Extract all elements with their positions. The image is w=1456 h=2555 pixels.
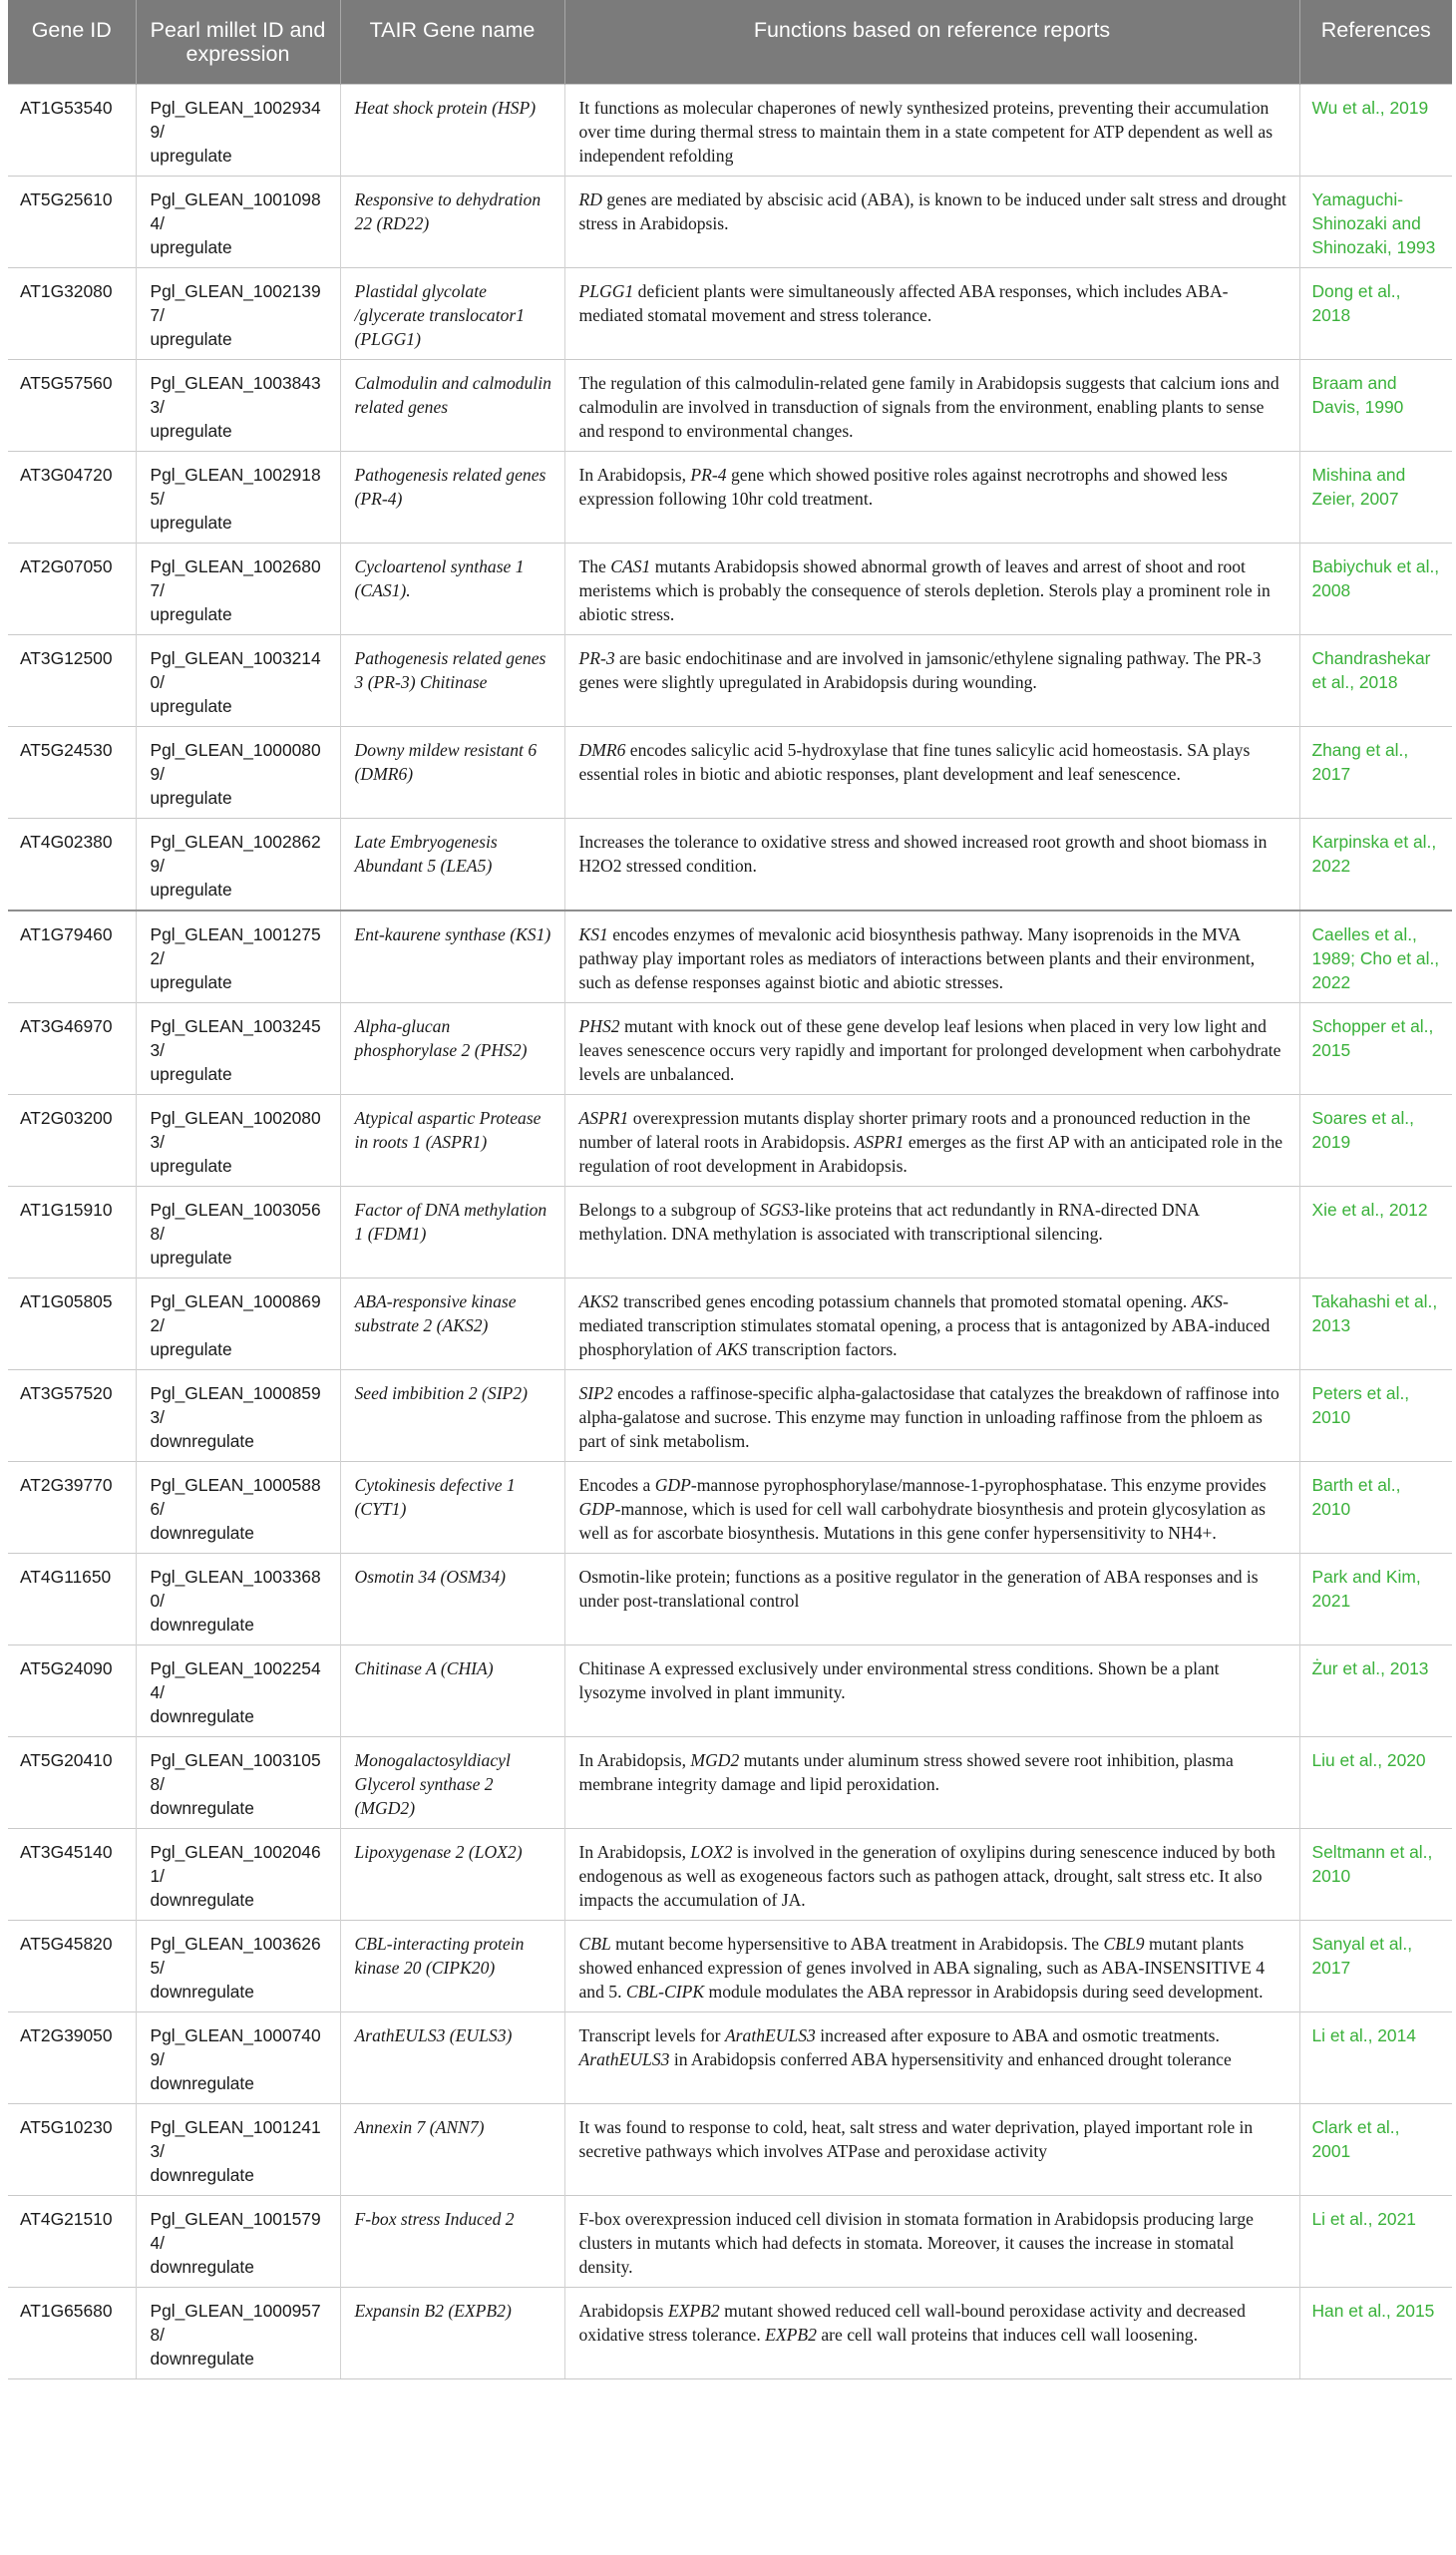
pearl-millet-cell [136,1187,340,1278]
expression-status: downregulate [150,2073,254,2093]
function-description-cell [564,1554,1299,1645]
function-text: genes are mediated by abscisic acid (ABA), is known to be induced under salt stress and drought stress in Arabidopsis. [578,189,1286,233]
table-row [8,2012,1452,2104]
expression-status: downregulate [150,2257,254,2277]
tair-gene-name-cell: Ent-kaurene synthase (KS1) [340,911,564,1003]
pearl-millet-cell [136,911,340,1003]
function-description-cell [564,1462,1299,1554]
gene-symbol-italic: SIP2 [578,1383,613,1403]
expression-status: upregulate [150,1339,232,1359]
gene-id-cell: AT2G07050 [8,544,136,635]
reference-link[interactable]: Takahashi et al., 2013 [1299,1278,1452,1370]
pearl-millet-id: Pgl_GLEAN_10021397/ [150,281,321,325]
function-text: mutant become hypersensitive to ABA treatment in Arabidopsis. The [610,1934,1104,1954]
reference-link[interactable]: Caelles et al., 1989; Cho et al., 2022 [1299,911,1452,1003]
expression-status: upregulate [150,421,232,441]
expression-status: upregulate [150,788,232,808]
tair-gene-name-cell: Factor of DNA methylation 1 (FDM1) [340,1187,564,1278]
function-text: mutant showed reduced cell wall-bound peroxidase activity and decreased oxidative stress tolerance. [578,2301,1246,2345]
pearl-millet-id: Pgl_GLEAN_10026807/ [150,556,321,600]
pearl-millet-id: Pgl_GLEAN_10012413/ [150,2117,321,2161]
reference-link[interactable]: Yamaguchi-Shinozaki and Shinozaki, 1993 [1299,177,1452,268]
reference-link[interactable]: Xie et al., 2012 [1299,1187,1452,1278]
function-text: overexpression mutants display shorter primary roots and a pronounced reduction in the number of lateral roots in Arabidopsis. [578,1108,1251,1152]
pearl-millet-id: Pgl_GLEAN_10031058/ [150,1750,321,1794]
pearl-millet-id: Pgl_GLEAN_10020461/ [150,1842,321,1886]
expression-status: upregulate [150,696,232,716]
tair-gene-name-cell: Chitinase A (CHIA) [340,1645,564,1737]
function-description-cell [564,177,1299,268]
header-functions: Functions based on reference reports [564,0,1299,85]
function-description-cell [564,1187,1299,1278]
gene-id-cell: AT1G05805 [8,1278,136,1370]
gene-id-cell: AT5G24530 [8,727,136,819]
pearl-millet-cell [136,1645,340,1737]
expression-status: upregulate [150,1248,232,1268]
function-text: The [578,556,611,576]
gene-symbol-italic: PR-3 [578,648,615,668]
table-row [8,452,1452,544]
pearl-millet-id: Pgl_GLEAN_10008692/ [150,1291,321,1335]
function-text: transcription factors. [747,1339,898,1359]
gene-symbol-italic: CBL9 [1103,1934,1145,1954]
function-description-cell [564,1370,1299,1462]
pearl-millet-cell [136,1278,340,1370]
pearl-millet-cell [136,177,340,268]
gene-symbol-italic: PLGG1 [578,281,634,301]
table-row [8,1829,1452,1921]
function-text: are basic endochitinase and are involved in jamsonic/ethylene signaling pathway. The PR-3 genes were slightly upregulated in Arabidopsis during wounding. [578,648,1262,692]
pearl-millet-cell [136,2196,340,2288]
tair-gene-name-cell: Plastidal glycolate /glycerate translocator1 (PLGG1) [340,268,564,360]
function-text: It functions as molecular chaperones of newly synthesized proteins, preventing their accumulation over time during thermal stress to maintain them in a state competent for ATP dependent as well as independent refolding [578,98,1274,166]
gene-id-cell: AT3G46970 [8,1003,136,1095]
pearl-millet-cell [136,2012,340,2104]
gene-symbol-italic: RD [578,189,602,209]
pearl-millet-cell [136,1554,340,1645]
function-text: mutants under aluminum stress showed severe root inhibition, plasma membrane integrity damage and lipid peroxidation. [578,1750,1234,1794]
function-description-cell [564,819,1299,912]
expression-status: upregulate [150,329,232,349]
gene-symbol-italic: DMR6 [578,740,626,760]
function-text: in Arabidopsis conferred ABA hypersensitivity and enhanced drought tolerance [669,2049,1232,2069]
gene-symbol-italic: ArathEULS3 [724,2025,816,2045]
gene-function-table [8,0,1452,2379]
tair-gene-name-cell: Pathogenesis related genes 3 (PR-3) Chitinase [340,635,564,727]
tair-gene-name-cell: Atypical aspartic Protease in roots 1 (ASPR1) [340,1095,564,1187]
pearl-millet-id: Pgl_GLEAN_10022544/ [150,1658,321,1702]
table-row [8,177,1452,268]
pearl-millet-id: Pgl_GLEAN_10000809/ [150,740,321,784]
reference-link[interactable]: Liu et al., 2020 [1299,1737,1452,1829]
gene-id-cell: AT3G04720 [8,452,136,544]
gene-id-cell: AT5G25610 [8,177,136,268]
table-row [8,544,1452,635]
function-text: increased after exposure to ABA and osmotic treatments. [815,2025,1220,2045]
header-row [8,0,1452,85]
function-description-cell [564,2104,1299,2196]
gene-symbol-italic: CAS1 [610,556,651,576]
reference-link[interactable]: Park and Kim, 2021 [1299,1554,1452,1645]
gene-id-cell: AT2G03200 [8,1095,136,1187]
gene-symbol-italic: SGS3 [759,1200,799,1220]
function-description-cell [564,1921,1299,2012]
pearl-millet-id: Pgl_GLEAN_10030568/ [150,1200,321,1244]
pearl-millet-id: Pgl_GLEAN_10038433/ [150,373,321,417]
tair-gene-name-cell: Alpha-glucan phosphorylase 2 (PHS2) [340,1003,564,1095]
table-row [8,1278,1452,1370]
table-body [8,85,1452,2379]
pearl-millet-cell [136,360,340,452]
reference-link[interactable]: Schopper et al., 2015 [1299,1003,1452,1095]
gene-id-cell: AT4G21510 [8,2196,136,2288]
pearl-millet-cell [136,1003,340,1095]
gene-id-cell: AT5G57560 [8,360,136,452]
gene-id-cell: AT1G15910 [8,1187,136,1278]
pearl-millet-cell [136,2104,340,2196]
table-row [8,727,1452,819]
function-description-cell [564,2288,1299,2379]
function-description-cell [564,360,1299,452]
function-description-cell [564,1095,1299,1187]
pearl-millet-id: Pgl_GLEAN_10032453/ [150,1016,321,1060]
gene-symbol-italic: CBL-CIPK [625,1982,705,2002]
expression-status: downregulate [150,1706,254,1726]
function-text: encodes enzymes of mevalonic acid biosynthesis pathway. Many isoprenoids in the MVA pathway play important roles as mediators of interactions between plants and their environment, such as defense responses against biotic and abiotic stresses. [578,924,1256,992]
function-text: gene which showed positive roles against necrotrophs and showed less expression following 10hr cold treatment. [578,465,1228,509]
function-text: module modulates the ABA repressor in Arabidopsis during seed development. [704,1982,1264,2002]
pearl-millet-cell [136,727,340,819]
gene-id-cell: AT1G53540 [8,85,136,177]
expression-status: upregulate [150,237,232,257]
reference-link[interactable]: Zhang et al., 2017 [1299,727,1452,819]
tair-gene-name-cell: Cycloartenol synthase 1 (CAS1). [340,544,564,635]
gene-symbol-italic: CBL [578,1934,611,1954]
function-text: mutant plants showed enhanced expression of genes involved in ABA signaling, such as ABA-INSENSITIVE 4 and 5. [578,1934,1266,2002]
reference-link[interactable]: Żur et al., 2013 [1299,1645,1452,1737]
function-text: F-box overexpression induced cell division in stomata formation in Arabidopsis producing large clusters in mutants which had defects in stomata. Moreover, it causes the increase in stomatal density. [578,2209,1254,2277]
table-row [8,911,1452,1003]
reference-link[interactable]: Wu et al., 2019 [1299,85,1452,177]
function-description-cell [564,2196,1299,2288]
reference-link[interactable]: Mishina and Zeier, 2007 [1299,452,1452,544]
gene-symbol-italic: EXPB2 [667,2301,720,2321]
tair-gene-name-cell: Seed imbibition 2 (SIP2) [340,1370,564,1462]
function-description-cell [564,635,1299,727]
expression-status: upregulate [150,604,232,624]
tair-gene-name-cell: Calmodulin and calmodulin related genes [340,360,564,452]
function-description-cell [564,1737,1299,1829]
gene-id-cell: AT5G24090 [8,1645,136,1737]
gene-symbol-italic: MGD2 [690,1750,740,1770]
gene-symbol-italic: GDP [654,1475,691,1495]
table-row [8,635,1452,727]
function-description-cell [564,1645,1299,1737]
tair-gene-name-cell: Pathogenesis related genes (PR-4) [340,452,564,544]
expression-status: downregulate [150,1523,254,1543]
function-description-cell [564,1003,1299,1095]
pearl-millet-cell [136,1737,340,1829]
pearl-millet-id: Pgl_GLEAN_10033680/ [150,1567,321,1611]
reference-link[interactable]: Barth et al., 2010 [1299,1462,1452,1554]
tair-gene-name-cell: Lipoxygenase 2 (LOX2) [340,1829,564,1921]
expression-status: downregulate [150,2165,254,2185]
reference-link[interactable]: Seltmann et al., 2010 [1299,1829,1452,1921]
pearl-millet-id: Pgl_GLEAN_10015794/ [150,2209,321,2253]
header-tair-gene-name: TAIR Gene name [340,0,564,85]
function-text: mutants Arabidopsis showed abnormal growth of leaves and arrest of shoot and root meristems which is probably the consequence of sterols depletion. Sterols play a prominent role in abiotic stress. [578,556,1271,624]
gene-id-cell: AT5G10230 [8,2104,136,2196]
gene-symbol-italic: PHS2 [578,1016,620,1036]
table-row [8,1187,1452,1278]
function-text: emerges as the first AP with an anticipated role in the regulation of root development in Arabidopsis. [578,1132,1283,1176]
pearl-millet-cell [136,544,340,635]
function-text: Transcript levels for [578,2025,725,2045]
function-description-cell [564,452,1299,544]
gene-symbol-italic: ASPR1 [578,1108,629,1128]
gene-symbol-italic: LOX2 [690,1842,733,1862]
gene-id-cell: AT3G12500 [8,635,136,727]
pearl-millet-cell [136,85,340,177]
pearl-millet-cell [136,1829,340,1921]
expression-status: upregulate [150,1156,232,1176]
pearl-millet-cell [136,1462,340,1554]
tair-gene-name-cell: Expansin B2 (EXPB2) [340,2288,564,2379]
function-text: are cell wall proteins that induces cell wall loosening. [816,2325,1198,2345]
gene-symbol-italic: EXPB2 [765,2325,817,2345]
table-row [8,1921,1452,2012]
function-text: -mannose pyrophosphorylase/mannose-1-pyrophosphatase. This enzyme provides [690,1475,1267,1495]
reference-link[interactable]: Clark et al., 2001 [1299,2104,1452,2196]
pearl-millet-cell [136,819,340,912]
table-row [8,1554,1452,1645]
expression-status: upregulate [150,972,232,992]
pearl-millet-id: Pgl_GLEAN_10029349/ [150,98,321,142]
tair-gene-name-cell: CBL-interacting protein kinase 20 (CIPK20) [340,1921,564,2012]
function-text: encodes a raffinose-specific alpha-galactosidase that catalyzes the breakdown of raffinose into alpha-galatose and sucrose. This enzyme may function in unloading raffinose from the phloem as part of sink metabolism. [578,1383,1279,1451]
table-row [8,1462,1452,1554]
pearl-millet-id: Pgl_GLEAN_10005886/ [150,1475,321,1519]
expression-status: downregulate [150,1982,254,2002]
function-description-cell [564,911,1299,1003]
gene-id-cell: AT5G20410 [8,1737,136,1829]
gene-symbol-italic: AKS [1191,1291,1223,1311]
function-description-cell [564,1278,1299,1370]
function-text: Osmotin-like protein; functions as a positive regulator in the generation of ABA responses and is under post-translational control [578,1567,1259,1611]
function-text: -like proteins that act redundantly in RNA-directed DNA methylation. DNA methylation is associated with transcriptional silencing. [578,1200,1200,1244]
gene-symbol-italic: PR-4 [690,465,727,485]
pearl-millet-id: Pgl_GLEAN_10036265/ [150,1934,321,1978]
header-gene-id: Gene ID [8,0,136,85]
gene-symbol-italic: AKS [716,1339,748,1359]
function-text: Chitinase A expressed exclusively under environmental stress conditions. Shown be a plant lysozyme involved in plant immunity. [578,1658,1220,1702]
gene-id-cell: AT1G65680 [8,2288,136,2379]
gene-id-cell: AT3G57520 [8,1370,136,1462]
gene-symbol-italic: KS1 [578,924,608,944]
function-text: encodes salicylic acid 5-hydroxylase that fine tunes salicylic acid homeostasis. SA plays essential roles in biotic and abiotic responses, plant development and leaf senescence. [578,740,1251,784]
expression-status: downregulate [150,1431,254,1451]
tair-gene-name-cell: ArathEULS3 (EULS3) [340,2012,564,2104]
reference-link[interactable]: Soares et al., 2019 [1299,1095,1452,1187]
table-row [8,1645,1452,1737]
tair-gene-name-cell: Cytokinesis defective 1 (CYT1) [340,1462,564,1554]
tair-gene-name-cell: F-box stress Induced 2 [340,2196,564,2288]
function-text: is involved in the generation of oxylipins during senescence induced by both endogenous as well as exogeneous factors such as pathogen attack, drought, salt stress etc. It also impacts the accumulation of JA. [578,1842,1275,1910]
function-text: Increases the tolerance to oxidative stress and showed increased root growth and shoot biomass in H2O2 stressed condition. [578,832,1268,876]
pearl-millet-cell [136,452,340,544]
pearl-millet-id: Pgl_GLEAN_10012752/ [150,924,321,968]
pearl-millet-id: Pgl_GLEAN_10029185/ [150,465,321,509]
pearl-millet-cell [136,2288,340,2379]
pearl-millet-id: Pgl_GLEAN_10020803/ [150,1108,321,1152]
gene-symbol-italic: GDP [578,1499,615,1519]
table-row [8,1370,1452,1462]
table-row [8,2288,1452,2379]
expression-status: downregulate [150,2349,254,2369]
pearl-millet-id: Pgl_GLEAN_10007409/ [150,2025,321,2069]
expression-status: upregulate [150,1064,232,1084]
gene-symbol-italic: ASPR1 [854,1132,905,1152]
pearl-millet-id: Pgl_GLEAN_10009578/ [150,2301,321,2345]
function-description-cell [564,1829,1299,1921]
function-text: The regulation of this calmodulin-related gene family in Arabidopsis suggests that calcium ions and calmodulin are involved in transduction of signals from the environment, enabling plants to sense and respond to environmental changes. [578,373,1279,441]
reference-link[interactable]: Li et al., 2021 [1299,2196,1452,2288]
gene-id-cell: AT3G45140 [8,1829,136,1921]
reference-link[interactable]: Karpinska et al., 2022 [1299,819,1452,912]
reference-link[interactable]: Li et al., 2014 [1299,2012,1452,2104]
function-text: In Arabidopsis, [578,1842,691,1862]
reference-link[interactable]: Peters et al., 2010 [1299,1370,1452,1462]
gene-function-table-wrapper [8,0,1452,2379]
function-text: 2 transcribed genes encoding potassium channels that promoted stomatal opening. [609,1291,1192,1311]
expression-status: upregulate [150,880,232,900]
gene-id-cell: AT1G32080 [8,268,136,360]
function-description-cell [564,2012,1299,2104]
table-row [8,360,1452,452]
function-text: deficient plants were simultaneously affected ABA responses, which includes ABA-mediated stomatal movement and stress tolerance. [578,281,1229,325]
gene-id-cell: AT2G39770 [8,1462,136,1554]
pearl-millet-cell [136,1370,340,1462]
pearl-millet-id: Pgl_GLEAN_10010984/ [150,189,321,233]
reference-link[interactable]: Braam and Davis, 1990 [1299,360,1452,452]
table-row [8,1095,1452,1187]
tair-gene-name-cell: Downy mildew resistant 6 (DMR6) [340,727,564,819]
pearl-millet-cell [136,635,340,727]
table-row [8,268,1452,360]
gene-id-cell: AT5G45820 [8,1921,136,2012]
tair-gene-name-cell: Osmotin 34 (OSM34) [340,1554,564,1645]
reference-link[interactable]: Babiychuk et al., 2008 [1299,544,1452,635]
pearl-millet-id: Pgl_GLEAN_10028629/ [150,832,321,876]
expression-status: upregulate [150,146,232,166]
gene-id-cell: AT2G39050 [8,2012,136,2104]
header-pearl-millet-id: Pearl millet ID and expression [136,0,340,85]
function-text: In Arabidopsis, [578,1750,691,1770]
table-row [8,2196,1452,2288]
function-text: Encodes a [578,1475,655,1495]
reference-link[interactable]: Sanyal et al., 2017 [1299,1921,1452,2012]
pearl-millet-id: Pgl_GLEAN_10008593/ [150,1383,321,1427]
pearl-millet-cell [136,1921,340,2012]
function-description-cell [564,544,1299,635]
gene-symbol-italic: AKS [578,1291,610,1311]
function-text: In Arabidopsis, [578,465,691,485]
tair-gene-name-cell: Monogalactosyldiacyl Glycerol synthase 2 (MGD2) [340,1737,564,1829]
tair-gene-name-cell: Heat shock protein (HSP) [340,85,564,177]
gene-id-cell: AT1G79460 [8,911,136,1003]
tair-gene-name-cell: ABA-responsive kinase substrate 2 (AKS2) [340,1278,564,1370]
function-text: -mediated transcription stimulates stomatal opening, a process that is antagonized by ABA-induced phosphorylation of [578,1291,1271,1359]
table-row [8,1003,1452,1095]
function-description-cell [564,727,1299,819]
function-text: Arabidopsis [578,2301,668,2321]
gene-id-cell: AT4G02380 [8,819,136,912]
table-row [8,2104,1452,2196]
function-description-cell [564,85,1299,177]
function-text: Belongs to a subgroup of [578,1200,760,1220]
table-row [8,85,1452,177]
gene-id-cell: AT4G11650 [8,1554,136,1645]
header-references: References [1299,0,1452,85]
tair-gene-name-cell: Annexin 7 (ANN7) [340,2104,564,2196]
expression-status: downregulate [150,1615,254,1635]
tair-gene-name-cell: Responsive to dehydration 22 (RD22) [340,177,564,268]
function-text: -mannose, which is used for cell wall carbohydrate biosynthesis and protein glycosylation as well as for ascorbate biosynthesis. Mutations in this gene confer hypersensitivity to NH4+. [578,1499,1266,1543]
reference-link[interactable]: Chandrashekar et al., 2018 [1299,635,1452,727]
pearl-millet-cell [136,268,340,360]
pearl-millet-id: Pgl_GLEAN_10032140/ [150,648,321,692]
function-text: It was found to response to cold, heat, salt stress and water deprivation, played important role in secretive pathways which involves ATPase and peroxidase activity [578,2117,1254,2161]
expression-status: downregulate [150,1798,254,1818]
expression-status: downregulate [150,1890,254,1910]
expression-status: upregulate [150,513,232,533]
reference-link[interactable]: Dong et al., 2018 [1299,268,1452,360]
reference-link[interactable]: Han et al., 2015 [1299,2288,1452,2379]
function-text: mutant with knock out of these gene develop leaf lesions when placed in very low light and leaves senescence occurs very rapidly and important for prolonged development when carbohydrate levels are unbalanced. [578,1016,1281,1084]
function-description-cell [564,268,1299,360]
table-row [8,1737,1452,1829]
pearl-millet-cell [136,1095,340,1187]
table-header [8,0,1452,85]
gene-symbol-italic: ArathEULS3 [578,2049,670,2069]
table-row [8,819,1452,912]
tair-gene-name-cell: Late Embryogenesis Abundant 5 (LEA5) [340,819,564,912]
